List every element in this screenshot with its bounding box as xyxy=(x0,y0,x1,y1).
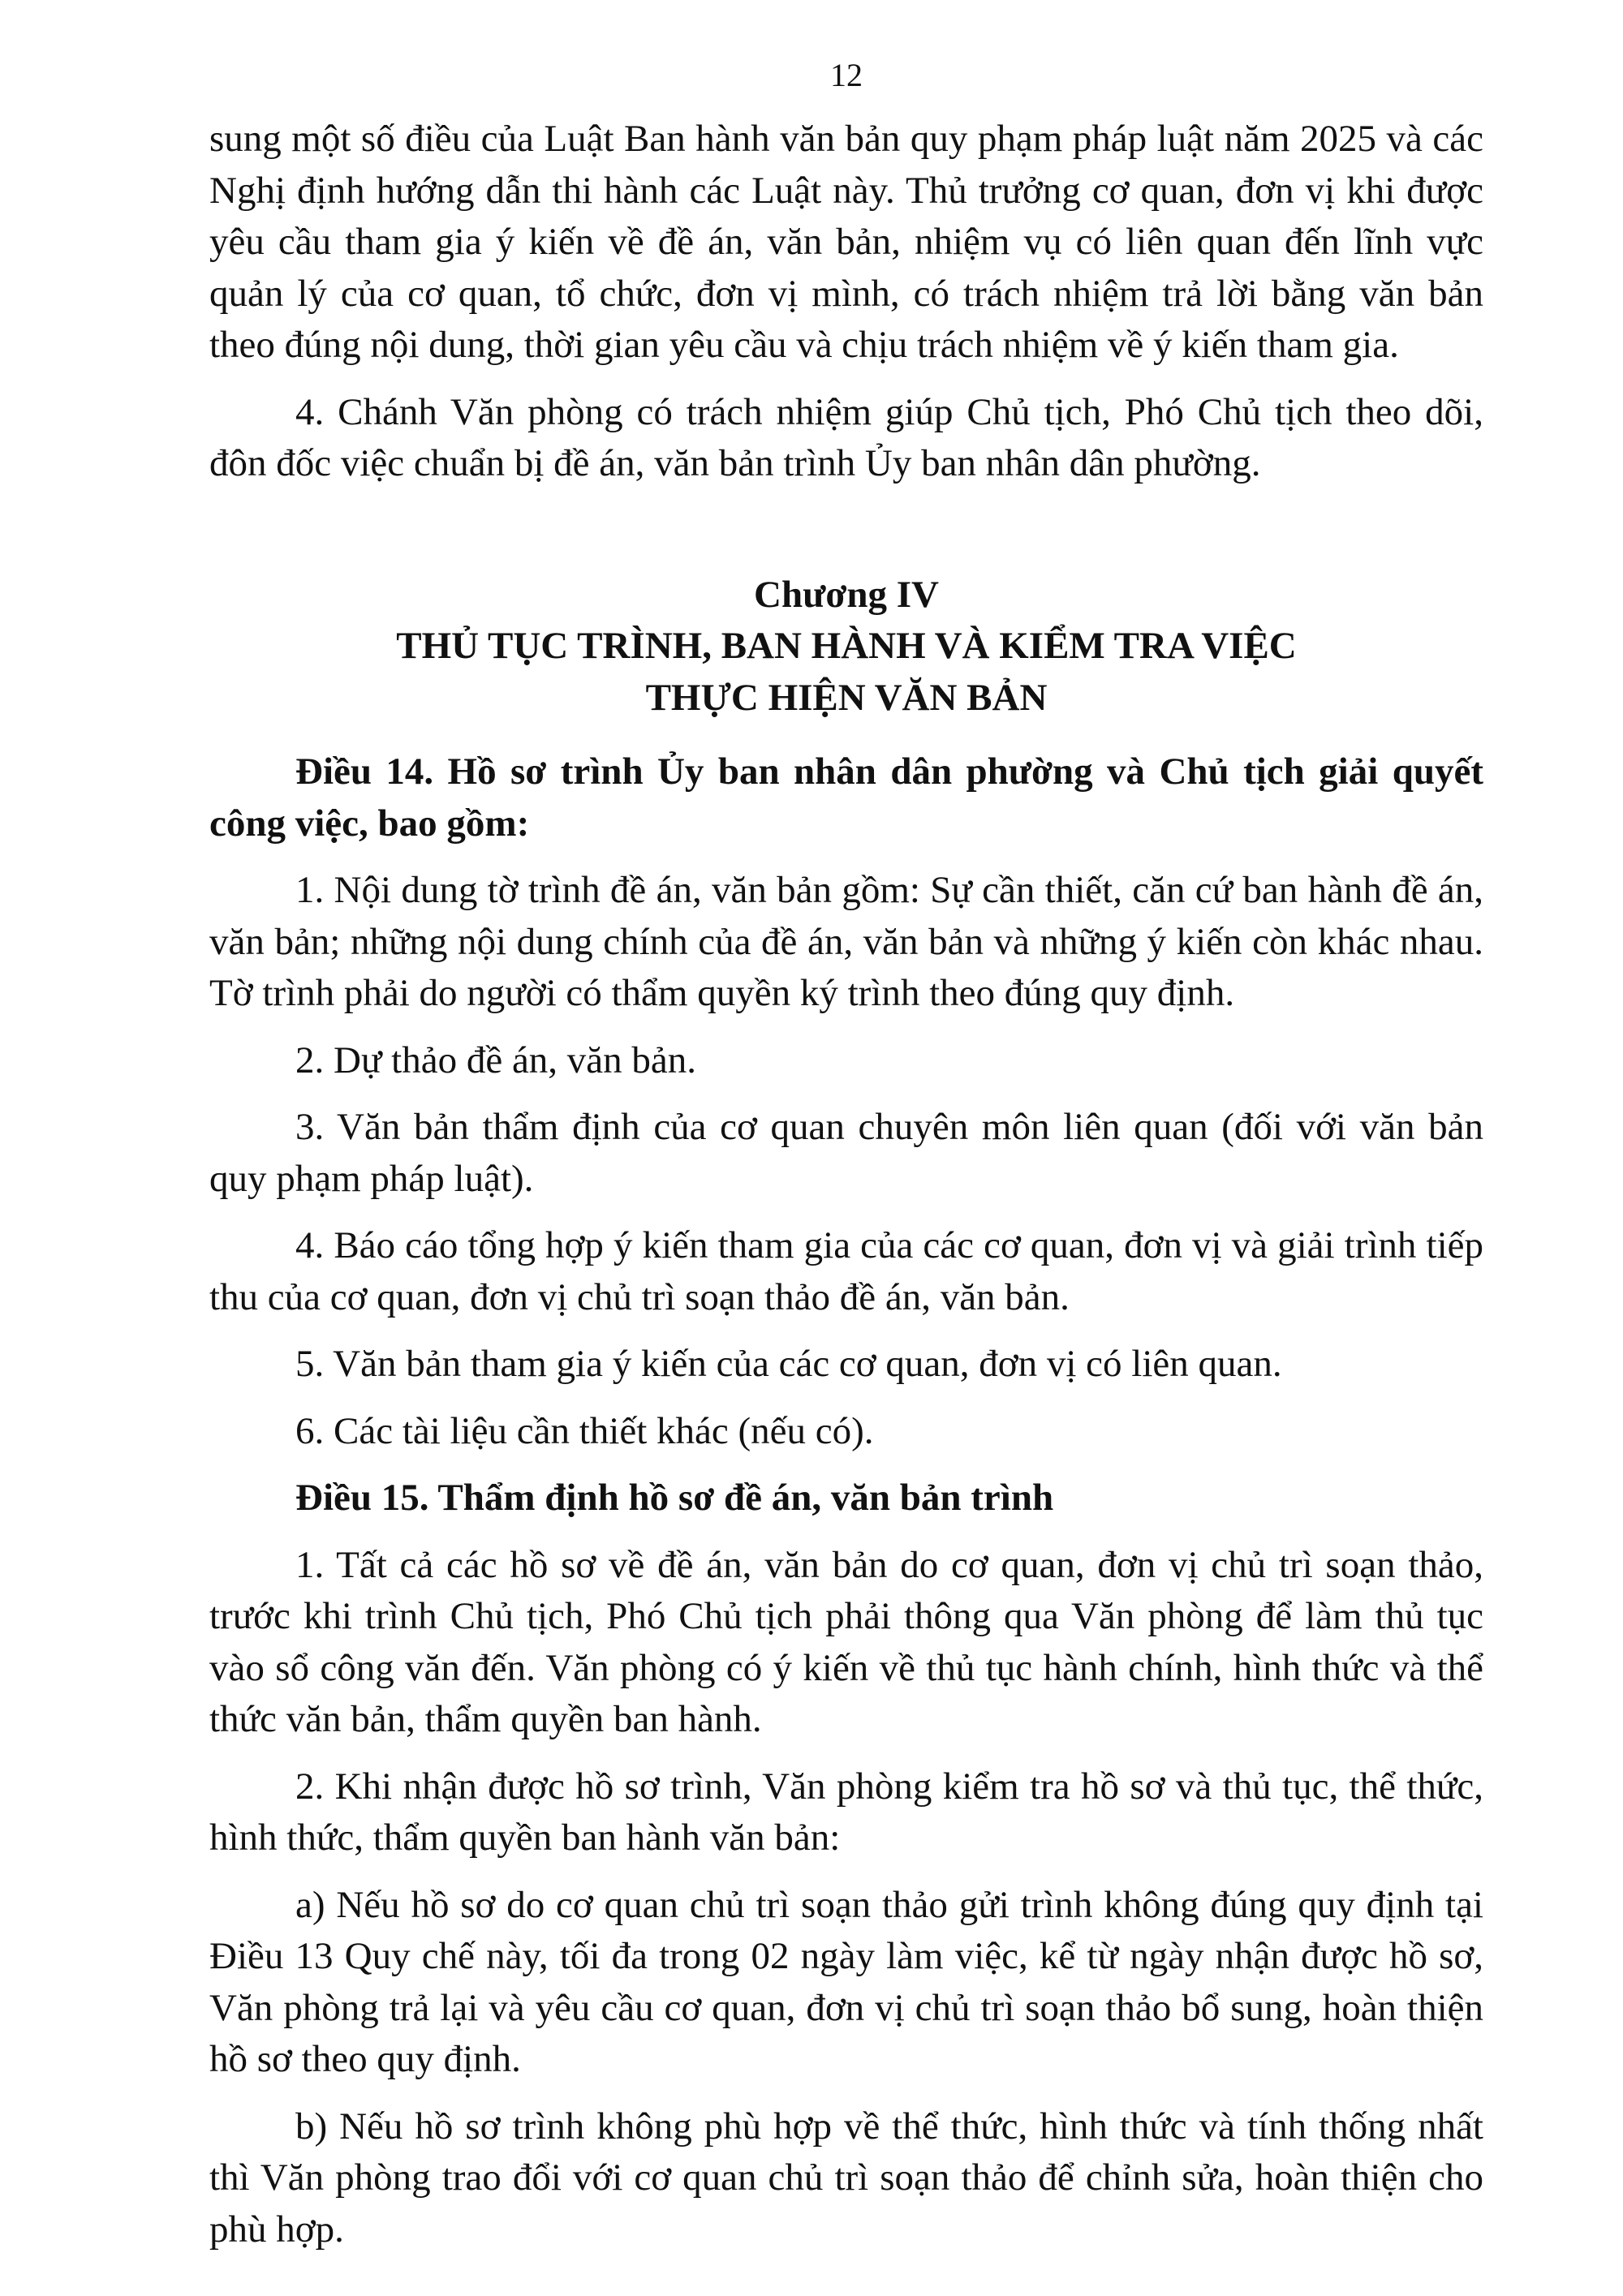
article-15-item: a) Nếu hồ sơ do cơ quan chủ trì soạn thảo gửi trình không đúng quy định tại Điều 13 Quy chế này, tối đa trong 02 ngày làm việc, kể từ ngày nhận được hồ sơ, Văn phòng trả lại và yêu cầu cơ quan, đơn vị chủ trì soạn thảo bổ sung, hoàn thiện hồ sơ theo quy định. xyxy=(209,1883,1483,2080)
page-number: 12 xyxy=(830,57,863,93)
article-15-item: 2. Khi nhận được hồ sơ trình, Văn phòng kiểm tra hồ sơ và thủ tục, thể thức, hình thức, thẩm quyền ban hành văn bản: xyxy=(209,1765,1483,1859)
chapter-title-line-1: THỦ TỤC TRÌNH, BAN HÀNH VÀ KIỂM TRA VIỆC xyxy=(396,625,1297,667)
article-15-item: 1. Tất cả các hồ sơ về đề án, văn bản do cơ quan, đơn vị chủ trì soạn thảo, trước khi trình Chủ tịch, Phó Chủ tịch phải thông qua Văn phòng để làm thủ tục vào sổ công văn đến. Văn phòng có ý kiến về thủ tục hành chính, hình thức và thể thức văn bản, thẩm quyền ban hành. xyxy=(209,1543,1483,1740)
continuation-paragraph: sung một số điều của Luật Ban hành văn bản quy phạm pháp luật năm 2025 và các Nghị định hướng dẫn thi hành các Luật này. Thủ trưởng cơ quan, đơn vị khi được yêu cầu tham gia ý kiến về đề án, văn bản, nhiệm vụ có liên quan đến lĩnh vực quản lý của cơ quan, tổ chức, đơn vị mình, có trách nhiệm trả lời bằng văn bản theo đúng nội dung, thời gian yêu cầu và chịu trách nhiệm về ý kiến tham gia. xyxy=(209,118,1483,366)
article-14-item: 5. Văn bản tham gia ý kiến của các cơ quan, đơn vị có liên quan. xyxy=(295,1343,1282,1385)
article-14-heading: Điều 14. Hồ sơ trình Ủy ban nhân dân phường và Chủ tịch giải quyết công việc, bao gồm: xyxy=(209,750,1483,845)
chapter-title-line-2: THỰC HIỆN VĂN BẢN xyxy=(645,676,1048,719)
article-14-item: 4. Báo cáo tổng hợp ý kiến tham gia của các cơ quan, đơn vị và giải trình tiếp thu của cơ quan, đơn vị chủ trì soạn thảo đề án, văn bản. xyxy=(209,1224,1483,1318)
chapter-heading xyxy=(209,570,1483,724)
clause-4-paragraph: 4. Chánh Văn phòng có trách nhiệm giúp Chủ tịch, Phó Chủ tịch theo dõi, đôn đốc việc chuẩn bị đề án, văn bản trình Ủy ban nhân dân phường. xyxy=(209,390,1483,484)
article-14-item: 1. Nội dung tờ trình đề án, văn bản gồm: Sự cần thiết, căn cứ ban hành đề án, văn bản; những nội dung chính của đề án, văn bản và những ý kiến còn khác nhau. Tờ trình phải do người có thẩm quyền ký trình theo đúng quy định. xyxy=(209,869,1483,1014)
article-14-item: 2. Dự thảo đề án, văn bản. xyxy=(295,1038,697,1081)
article-15-heading: Điều 15. Thẩm định hồ sơ đề án, văn bản trình xyxy=(295,1477,1054,1519)
chapter-label: Chương IV xyxy=(754,573,939,616)
article-15-item: b) Nếu hồ sơ trình không phù hợp về thể thức, hình thức và tính thống nhất thì Văn phòng trao đổi với cơ quan chủ trì soạn thảo để chỉnh sửa, hoàn thiện cho phù hợp. xyxy=(209,2105,1483,2251)
article-14-item: 6. Các tài liệu cần thiết khác (nếu có). xyxy=(295,1409,874,1452)
article-14-item: 3. Văn bản thẩm định của cơ quan chuyên môn liên quan (đối với văn bản quy phạm pháp luật). xyxy=(209,1106,1483,1200)
